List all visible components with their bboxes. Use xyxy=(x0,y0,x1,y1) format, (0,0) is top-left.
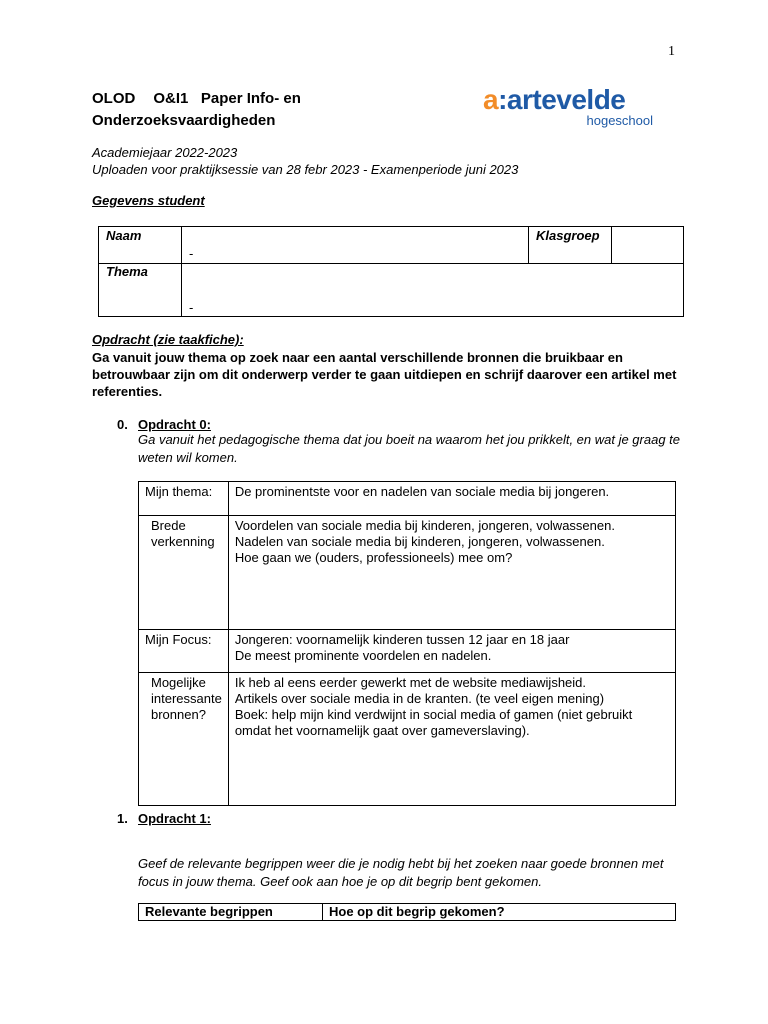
document-title xyxy=(92,88,301,132)
student-heading: Gegevens student xyxy=(92,193,205,208)
title-course-code: O&I1 xyxy=(153,90,189,107)
opdracht-heading: Opdracht (zie taakfiche): xyxy=(92,332,244,347)
section0-number: 0. xyxy=(117,417,128,432)
row-label: Mijn Focus: xyxy=(139,630,229,673)
upload-info: Uploaden voor praktijksessie van 28 febr 2023 - Examenperiode juni 2023 xyxy=(92,162,519,177)
logo-name: artevelde xyxy=(506,84,626,115)
row-label: Mijn thema: xyxy=(139,482,229,516)
row-text: Voordelen van sociale media bij kinderen, jongeren, volwassenen. Nadelen van sociale media bij kinderen, jongeren, volwassenen. Hoe gaan we (ouders, professioneels) mee om? xyxy=(228,516,675,630)
table-row xyxy=(139,516,676,630)
thema-value: - xyxy=(189,300,194,315)
opdracht-text: Ga vanuit jouw thema op zoek naar een aantal verschillende bronnen die bruikbaar en betrouwbaar zijn om dit onderwerp verder te gaan uitdiepen en schrijf daarover een artikel met referenties. xyxy=(92,350,677,399)
section1-number: 1. xyxy=(117,811,128,826)
naam-label: Naam xyxy=(106,228,142,243)
row-text: Jongeren: voornamelijk kinderen tussen 12 jaar en 18 jaar De meest prominente voordelen en nadelen. xyxy=(228,630,675,673)
section0-description: Ga vanuit het pedagogische thema dat jou boeit na waarom het jou prikkelt, en wat je graag te weten wil komen. xyxy=(138,432,681,465)
academic-year: Academiejaar 2022-2023 xyxy=(92,145,238,160)
section1-description: Geef de relevante begrippen weer die je nodig hebt bij het zoeken naar goede bronnen met focus in jouw thema. Geef ook aan hoe je op dit begrip bent gekomen. xyxy=(138,856,664,889)
header-hoe-gekomen: Hoe op dit begrip gekomen? xyxy=(323,904,676,921)
row-label: Brede verkenning xyxy=(139,516,229,630)
naam-value: - xyxy=(189,246,194,261)
title-paper: Paper Info- en xyxy=(200,90,301,107)
logo-mark: a xyxy=(483,84,499,115)
begrip-table xyxy=(138,903,676,921)
logo-colon: : xyxy=(498,84,507,115)
thema-table xyxy=(138,481,676,806)
row-text: De prominentste voor en nadelen van sociale media bij jongeren. xyxy=(228,482,675,516)
table-header-row xyxy=(139,904,676,921)
row-label: Mogelijke interessante bronnen? xyxy=(139,673,229,806)
title-olod: OLOD xyxy=(92,90,136,107)
artevelde-logo xyxy=(483,84,661,130)
title-line2: Onderzoeksvaardigheden xyxy=(92,112,276,129)
student-table xyxy=(98,226,684,317)
thema-label: Thema xyxy=(106,264,148,279)
section1-title: Opdracht 1: xyxy=(138,811,211,826)
klasgroep-label: Klasgroep xyxy=(536,228,600,243)
table-row xyxy=(139,482,676,516)
header-relevante-begrippen: Relevante begrippen xyxy=(139,904,323,921)
table-row xyxy=(139,673,676,806)
page-number: 1 xyxy=(668,44,675,59)
meta-block xyxy=(92,144,518,178)
row-text: Ik heb al eens eerder gewerkt met de website mediawijsheid. Artikels over sociale media in de kranten. (te veel eigen mening) Boek: help mijn kind verdwijnt in social media of gamen (niet gebruikt omdat het voornamelijk gaat over gameverslaving). xyxy=(228,673,675,806)
logo-subtitle: hogeschool xyxy=(586,113,653,128)
table-row xyxy=(139,630,676,673)
section0-title: Opdracht 0: xyxy=(138,417,211,432)
